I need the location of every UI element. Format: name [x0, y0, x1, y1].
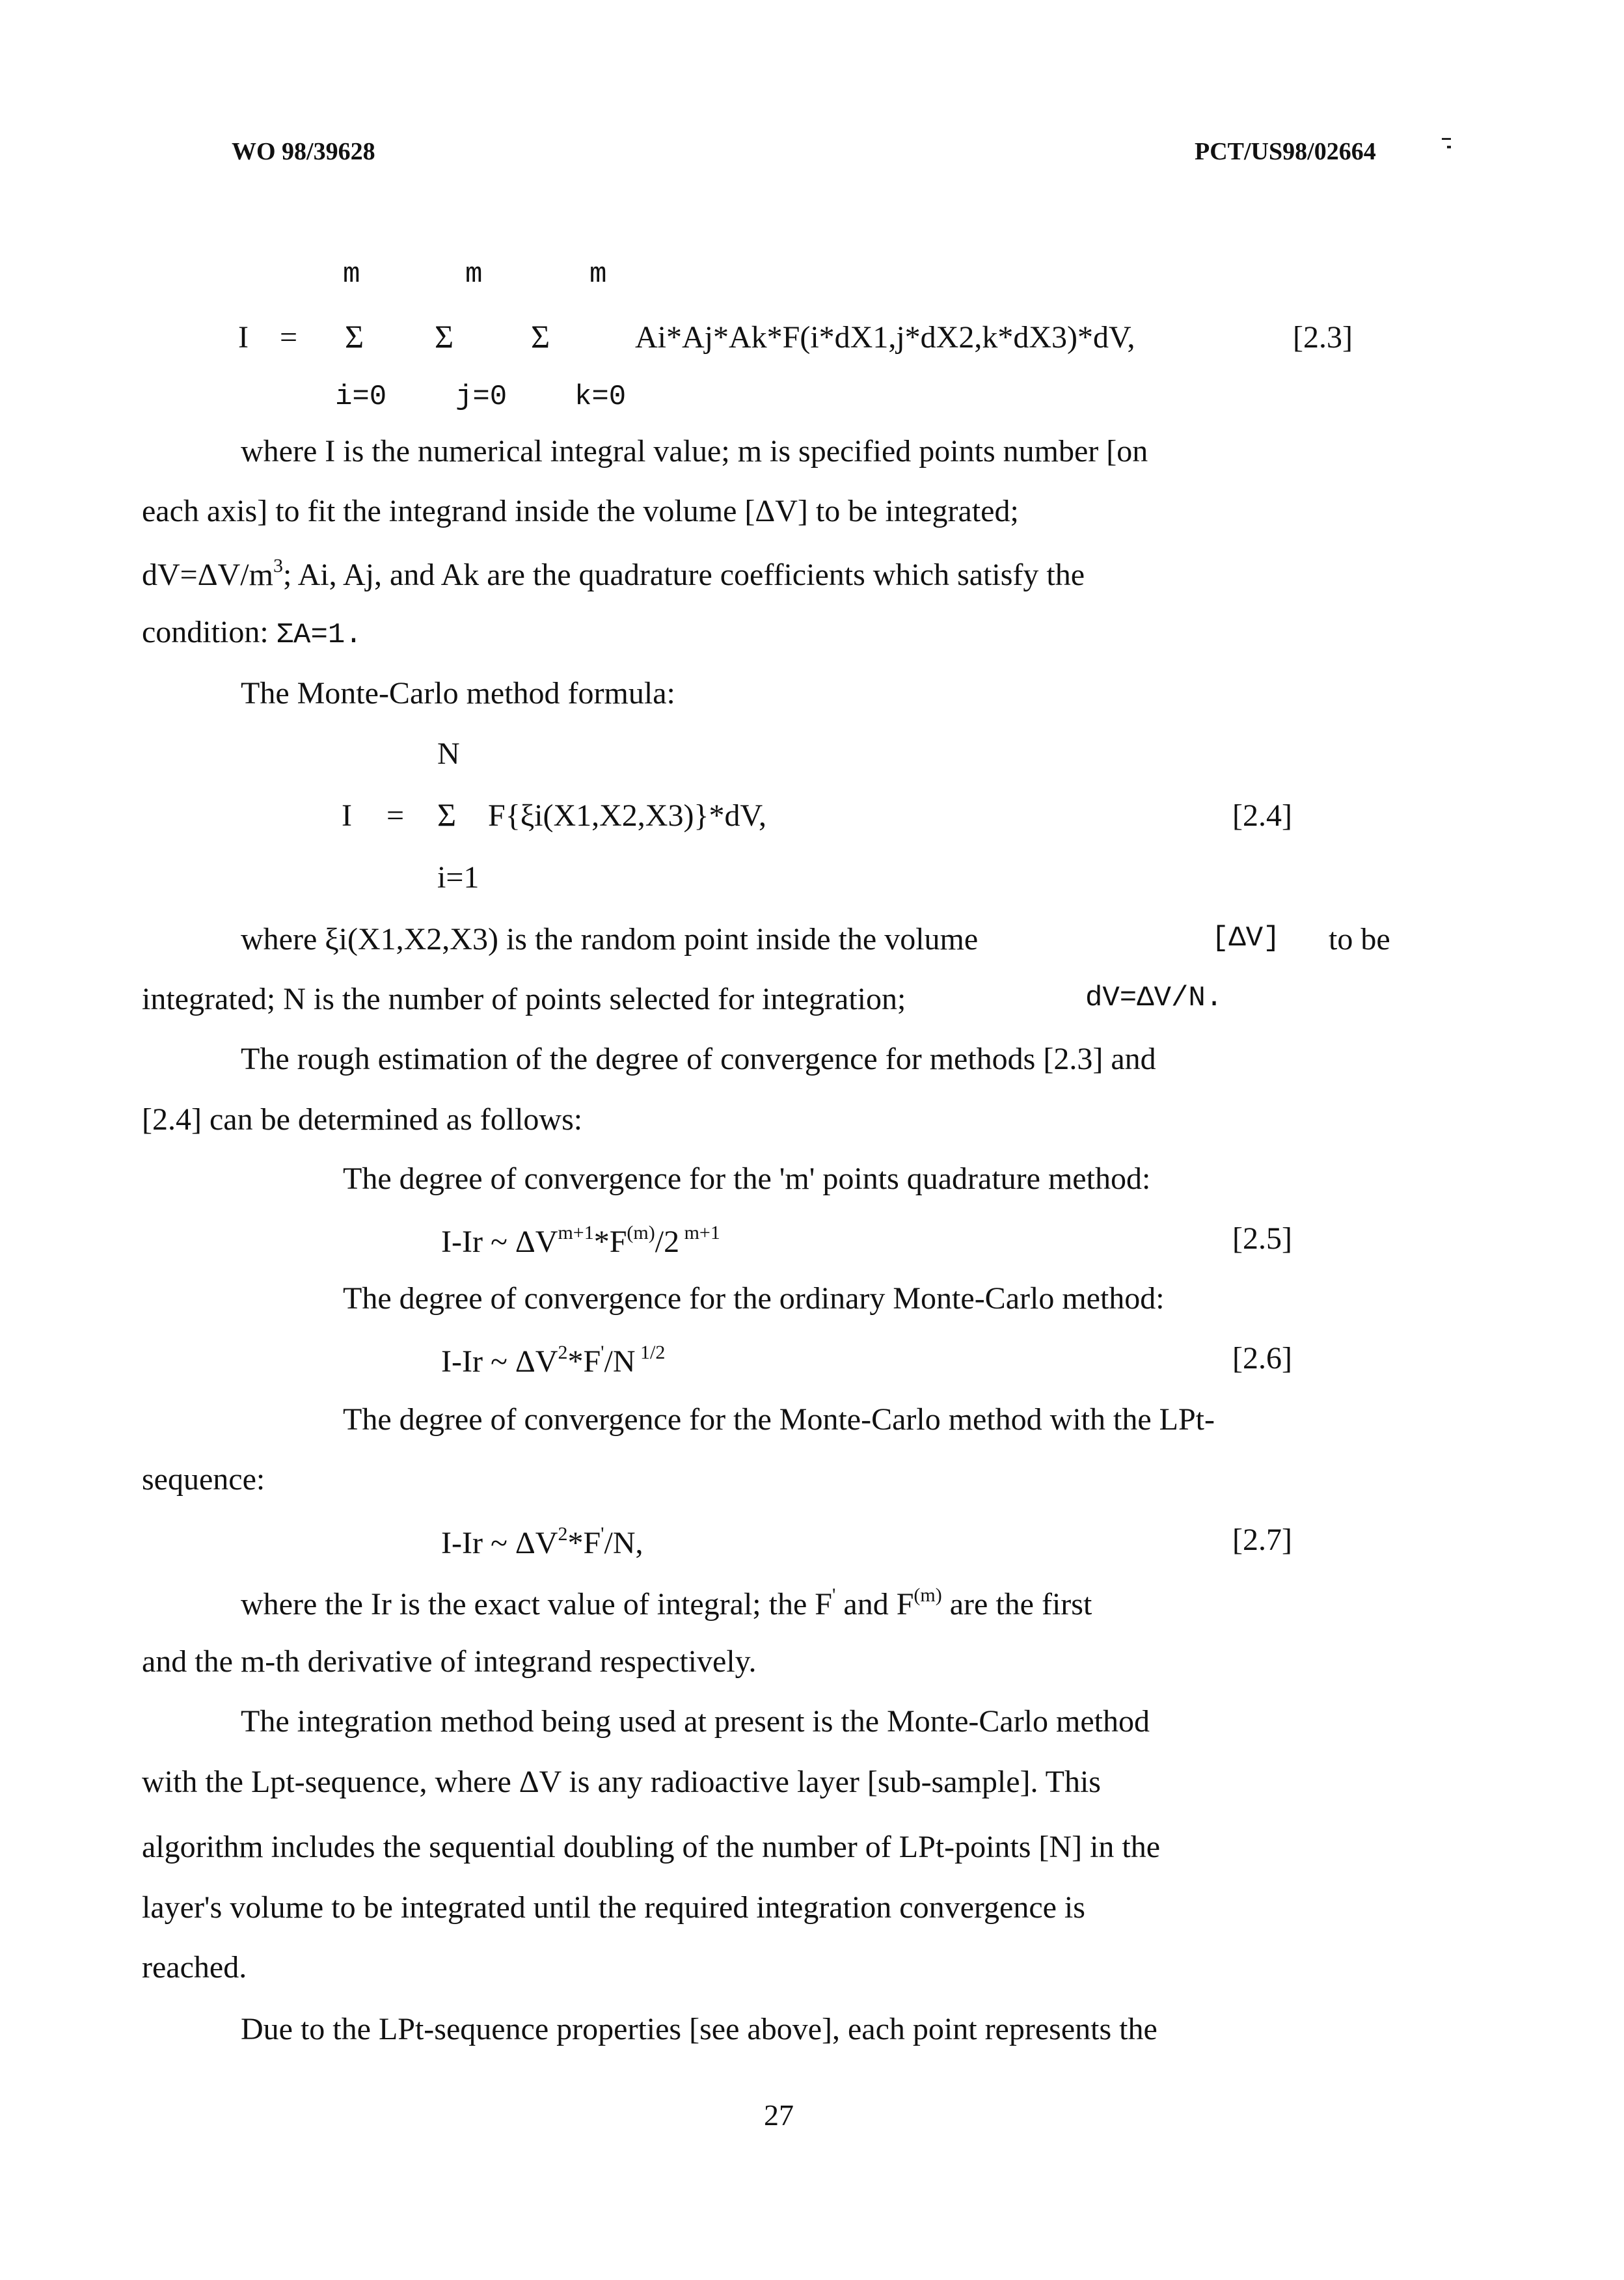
text-line: and the m-th derivative of integrand respectively.	[142, 1644, 757, 1679]
sum-lower-limit: j=0	[455, 381, 508, 413]
equals-sign: =	[280, 320, 298, 355]
text-line: condition: ΣA=1.	[142, 615, 362, 651]
text-line: to be	[1329, 922, 1390, 957]
sum-lower-limit: k=0	[575, 381, 627, 413]
sum-upper-limit: N	[437, 737, 460, 771]
sum-upper-limit: m	[465, 258, 483, 291]
text-line: The integration method being used at present is the Monte-Carlo method	[241, 1704, 1150, 1739]
equation-number: [2.3]	[1293, 320, 1353, 355]
scan-mark	[1442, 138, 1451, 140]
text-line: where I is the numerical integral value; m is specified points number [on	[241, 434, 1148, 468]
formula-2-5: I-Ir ~ $\Delta V^{m+1}*F^{(m)}/2$ $^{m+1}$	[441, 1222, 720, 1259]
formula-2-6: I-Ir ~ $\Delta V^2*F'/N$ $^{1/2}$	[441, 1342, 666, 1379]
page-number: 27	[764, 2098, 794, 2132]
sum-upper-limit: m	[589, 258, 607, 291]
equation-lhs: I	[238, 320, 249, 355]
text-line: The degree of convergence for the 'm' points quadrature method:	[343, 1161, 1151, 1196]
text-line: reached.	[142, 1950, 247, 1985]
scan-mark	[1447, 146, 1451, 148]
text-line: The degree of convergence for the ordinary Monte-Carlo method:	[343, 1281, 1165, 1316]
volume-bracket: [ΔV]	[1211, 922, 1280, 955]
formula-2-7: I-Ir ~ $\Delta V^2*F'/N$,	[441, 1523, 643, 1560]
sum-upper-limit: m	[343, 258, 360, 291]
equation-number: [2.7]	[1232, 1523, 1292, 1557]
equation-number: [2.4]	[1232, 798, 1292, 833]
sum-lower-limit: i=1	[437, 860, 480, 895]
sigma-symbol: Σ	[345, 318, 364, 355]
sigma-symbol: Σ	[531, 318, 550, 355]
equation-body: Ai*Aj*Ak*F(i*dX1,j*dX2,k*dX3)*dV,	[635, 320, 1135, 355]
publication-number: WO 98/39628	[232, 138, 375, 165]
text-line: [2.4] can be determined as follows:	[142, 1102, 583, 1137]
application-number: PCT/US98/02664	[1195, 138, 1376, 165]
sum-lower-limit: i=0	[335, 381, 387, 413]
sigma-symbol: Σ	[435, 318, 454, 355]
condition-formula: ΣA=1.	[276, 619, 362, 651]
text-line: where ξi(X1,X2,X3) is the random point inside the volume	[241, 922, 979, 957]
sigma-symbol: Σ	[437, 796, 457, 833]
text-line: The rough estimation of the degree of convergence for methods [2.3] and	[241, 1042, 1156, 1076]
text-line: where the Ir is the exact value of integral; the F' and $F^{(m)}$ are the first	[241, 1584, 1092, 1622]
text-line: with the Lpt-sequence, where ΔV is any radioactive layer [sub-sample]. This	[142, 1765, 1101, 1799]
monte-carlo-intro: The Monte-Carlo method formula:	[241, 676, 675, 711]
equation-number: [2.5]	[1232, 1221, 1292, 1256]
text-line: integrated; N is the number of points selected for integration;	[142, 982, 906, 1016]
text-line: $dV=\Delta V/m^3$; Ai, Aj, and Ak are the quadrature coefficients which satisfy the	[142, 555, 1085, 592]
equation-number: [2.6]	[1232, 1341, 1292, 1376]
text-line: Due to the LPt-sequence properties [see above], each point represents the	[241, 2012, 1157, 2046]
text-line: layer's volume to be integrated until the required integration convergence is	[142, 1890, 1085, 1925]
equals-sign: =	[386, 798, 405, 833]
dv-formula: dV=ΔV/N.	[1085, 982, 1223, 1014]
text-line: algorithm includes the sequential doubling of the number of LPt-points [N] in the	[142, 1830, 1161, 1864]
equation-lhs: I	[342, 798, 352, 833]
text-line: The degree of convergence for the Monte-Carlo method with the LPt-	[343, 1402, 1215, 1437]
text-line: sequence:	[142, 1462, 265, 1497]
text-line: each axis] to fit the integrand inside the volume [ΔV] to be integrated;	[142, 494, 1019, 528]
equation-body: F{ξi(X1,X2,X3)}*dV,	[488, 798, 766, 833]
